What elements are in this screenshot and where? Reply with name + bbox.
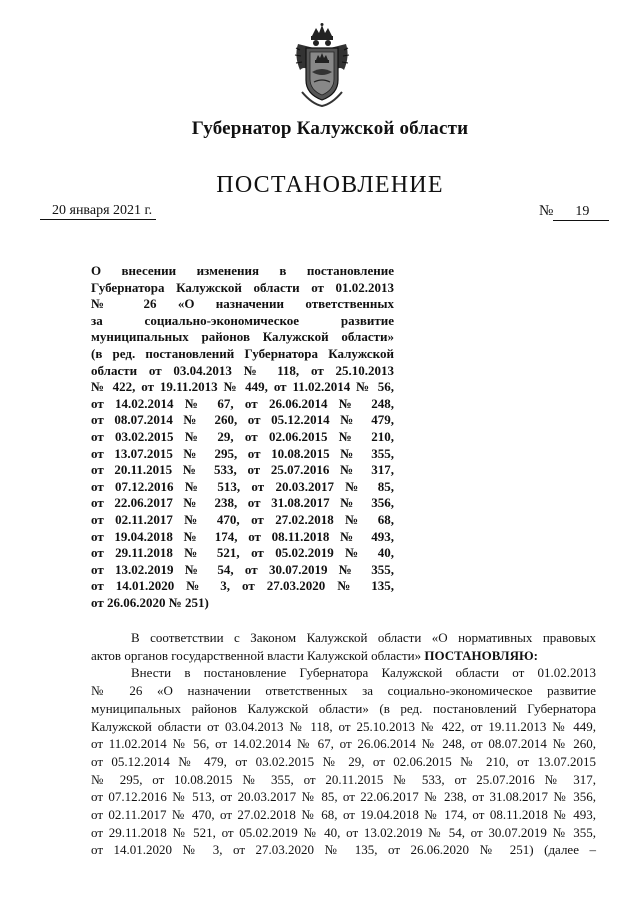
body-line: от 02.11.2017 № 470, от 27.02.2018 № 68, от 19.04.2018 № 174, от 08.11.2018 № 493,	[91, 807, 596, 823]
document-body	[91, 629, 596, 859]
subject-line: от 07.12.2016 № 513, от 20.03.2017 № 85,	[91, 478, 394, 494]
subject-line: от 22.06.2017 № 238, от 31.08.2017 № 356,	[91, 495, 394, 511]
subject-line: от 14.01.2020 № 3, от 27.03.2020 № 135,	[91, 578, 394, 594]
authority-title: Губернатор Калужской области	[191, 118, 469, 139]
body-line: от 11.02.2014 № 56, от 14.02.2014 № 67, от 26.06.2014 № 248, от 08.07.2014 № 260,	[91, 736, 596, 752]
subject-line: от 02.11.2017 № 470, от 27.02.2018 № 68,	[91, 511, 394, 527]
body-line: Калужской области от 03.04.2013 № 118, от 25.10.2013 № 422, от 19.11.2013 № 449,	[91, 718, 596, 734]
body-line: № 295, от 10.08.2015 № 355, от 20.11.2015 № 533, от 25.07.2016 № 317,	[91, 771, 596, 787]
subject-line: № 422, от 19.11.2013 № 449, от 11.02.2014 № 56,	[91, 379, 394, 395]
body-line: от 05.12.2014 № 479, от 03.02.2015 № 29, от 02.06.2015 № 210, от 13.07.2015	[91, 753, 596, 769]
body-line-text: актов органов государственной власти Калужской области»	[91, 647, 422, 663]
body-line: № 26 «О назначении ответственных за социально-экономическое развитие	[91, 683, 596, 699]
body-line: Внести в постановление Губернатора Калужской области от 01.02.2013	[131, 665, 596, 681]
subject-line: от 29.11.2018 № 521, от 05.02.2019 № 40,	[91, 545, 394, 561]
subject-line: от 13.07.2015 № 295, от 10.08.2015 № 355,	[91, 445, 394, 461]
subject-line: от 20.11.2015 № 533, от 25.07.2016 № 317,	[91, 462, 394, 478]
body-line: от 07.12.2016 № 513, от 20.03.2017 № 85, от 22.06.2017 № 238, от 31.08.2017 № 356,	[91, 789, 596, 805]
body-line: от 29.11.2018 № 521, от 05.02.2019 № 40, от 13.02.2019 № 54, от 30.07.2019 № 355,	[91, 824, 596, 840]
decree-keyword: ПОСТАНОВЛЯЮ:	[424, 647, 538, 663]
subject-line: от 26.06.2020 № 251)	[91, 594, 209, 610]
subject-line: от 03.02.2015 № 29, от 02.06.2015 № 210,	[91, 428, 394, 444]
document-date: 20 января 2021 г.	[40, 203, 156, 220]
subject-line: Губернатора Калужской области от 01.02.2013	[91, 279, 394, 295]
coat-of-arms-emblem	[292, 22, 352, 108]
subject-line: № 26 «О назначении ответственных	[91, 296, 394, 312]
subject-line: области от 03.04.2013 № 118, от 25.10.2013	[91, 362, 394, 378]
body-line: муниципальных районов Калужской области» (в ред. постановлений Губернатора	[91, 700, 596, 716]
subject-line: муниципальных районов Калужской области»	[91, 329, 394, 345]
document-subject	[91, 263, 394, 611]
number-value: 19	[553, 204, 609, 221]
body-line: В соответствии с Законом Калужской области «О нормативных правовых	[131, 630, 596, 645]
subject-line: от 19.04.2018 № 174, от 08.11.2018 № 493,	[91, 528, 394, 544]
body-line: от 14.01.2020 № 3, от 27.03.2020 № 135, от 26.06.2020 № 251) (далее –	[91, 842, 596, 858]
subject-line: от 14.02.2014 № 67, от 26.06.2014 № 248,	[91, 395, 394, 411]
document-type-heading: ПОСТАНОВЛЕНИЕ	[216, 172, 444, 198]
subject-line: (в ред. постановлений Губернатора Калужской	[91, 345, 394, 361]
subject-line: О внесении изменения в постановление	[91, 263, 394, 278]
document-number	[539, 203, 609, 221]
body-line	[91, 647, 596, 665]
subject-line: от 08.07.2014 № 260, от 05.12.2014 № 479,	[91, 412, 394, 428]
subject-line: за социально-экономическое развитие	[91, 312, 394, 328]
subject-line: от 13.02.2019 № 54, от 30.07.2019 № 355,	[91, 561, 394, 577]
number-label: №	[539, 203, 554, 219]
